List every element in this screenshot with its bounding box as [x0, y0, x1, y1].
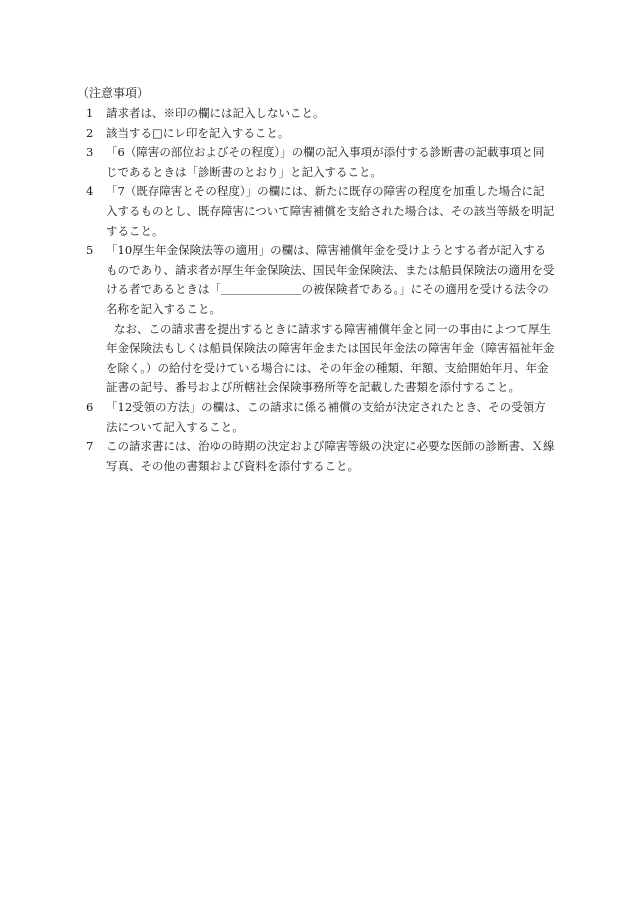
note-item-4: [86, 182, 556, 241]
note-body: [106, 124, 556, 144]
note-item-7: [86, 437, 556, 476]
note-text: この請求書には、治ゆの時期の決定および障害等級の決定に必要な医師の診断書、Ｘ線写真、その他の書類および資料を添付すること。: [106, 439, 555, 473]
note-item-1: [86, 104, 556, 124]
note-body: [106, 143, 556, 182]
note-number: 4: [86, 184, 94, 199]
notes-list: [86, 104, 556, 476]
note-body: [106, 398, 556, 437]
note-body: [106, 182, 556, 241]
note-text: 「7（既存障害とその程度）」の欄には、新たに既存の障害の程度を加重した場合に記入するものとし、既存障害について障害補償を支給された場合は、その該当等級を明記すること。: [106, 184, 555, 238]
note-item-2: [86, 124, 556, 144]
note-text: 「6（障害の部位およびその程度）」の欄の記入事項が添付する診断書の記載事項と同じであるときは「診断書のとおり」と記入すること。: [106, 145, 545, 179]
note-text: 「10厚生年金保険法等の適用」の欄は、障害補償年金を受けようとする者が記入するものであり、請求者が厚生年金保険法、国民年金保険法、または船員保険法の適用を受ける者であるときは「＿＿＿＿＿＿＿の被保険者である。」にその適用を受ける法令の名称を記入すること。: [106, 243, 555, 316]
note-number: 3: [86, 145, 94, 160]
note-text: 「12受領の方法」の欄は、この請求に係る補償の支給が決定されたとき、その受領方法について記入すること。: [106, 399, 546, 434]
note-body: [106, 104, 556, 124]
note-body: [106, 241, 556, 398]
note-number: 2: [86, 125, 94, 140]
note-number: 1: [86, 106, 94, 120]
note-number: 6: [86, 399, 94, 414]
note-text-supplement: なお、この請求書を提出するときに請求する障害補償年金と同一の事由によつて厚生年金保険法もしくは船員保険法の障害年金または国民年金法の障害年金（障害福祉年金を除く。）の給付を受けている場合には、その年金の種類、年額、支給開始年月、年金証書の記号、番号および所轄社会保険事務所等を記載した書類を添付すること。: [106, 321, 555, 395]
notes-heading: （注意事項）: [77, 86, 150, 100]
note-item-3: [86, 143, 556, 182]
note-text: 該当する□にレ印を記入すること。: [106, 125, 290, 140]
note-text: 請求者は、※印の欄には記入しないこと。: [106, 106, 325, 120]
note-item-6: [86, 398, 556, 437]
note-number: 7: [86, 439, 94, 454]
note-number: 5: [86, 243, 94, 258]
note-body: [106, 437, 556, 476]
note-item-5: [86, 241, 556, 398]
